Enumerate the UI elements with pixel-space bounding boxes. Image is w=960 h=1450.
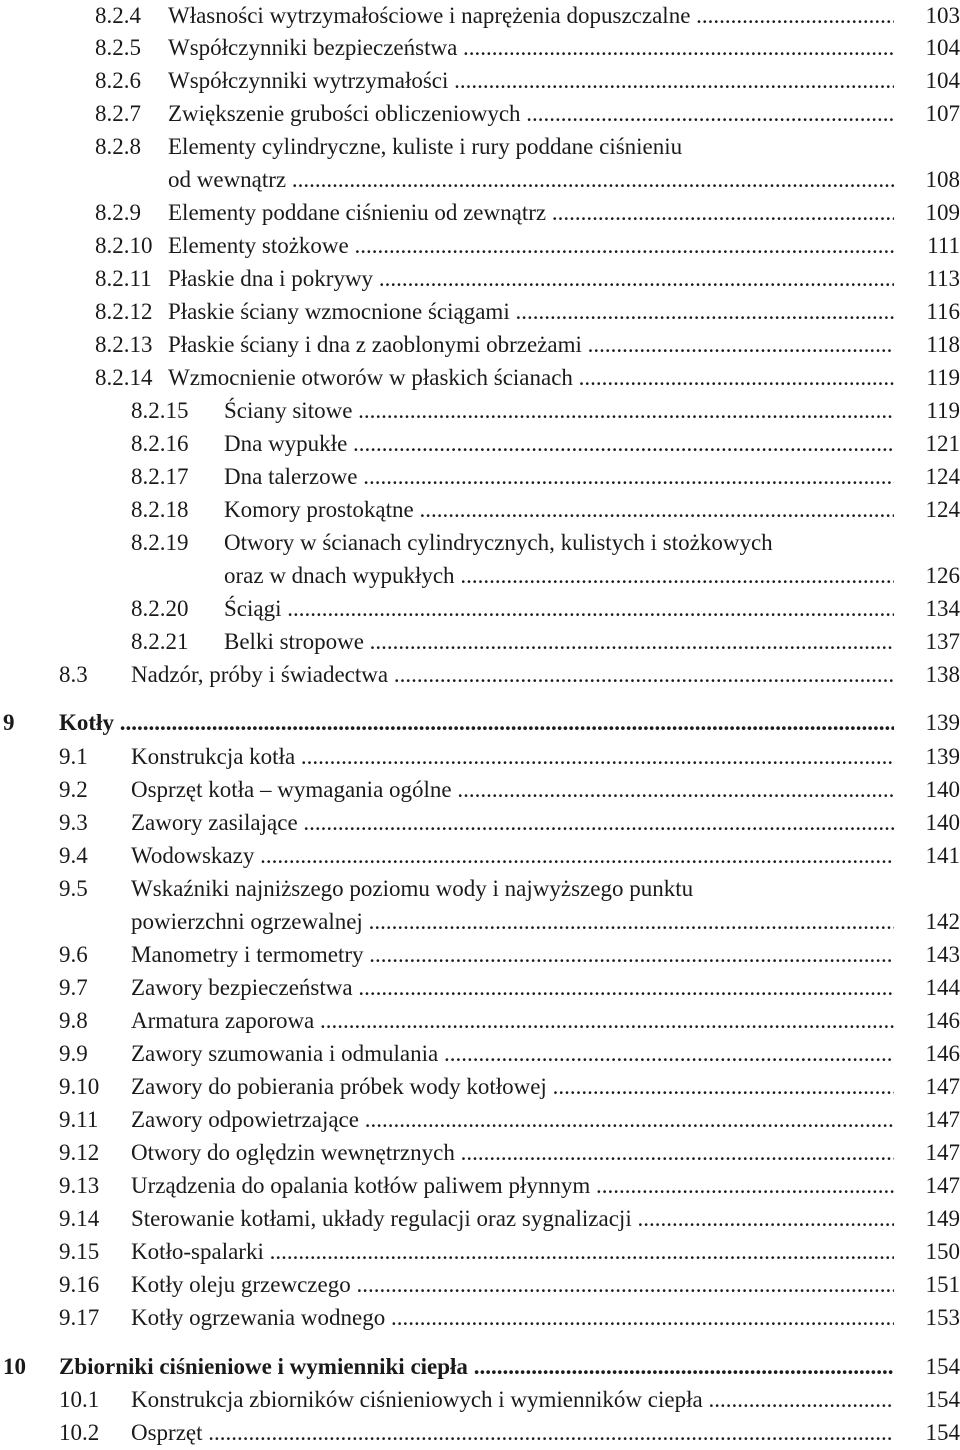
entry-title: Ściągi ..... [224,593,894,625]
toc-entry[interactable] [0,1384,960,1416]
toc-entry[interactable] [0,1269,960,1301]
entry-title: Osprzęt kotła – wymagania ogólne ..... [131,774,894,806]
entry-number: 8.2.10 [95,233,153,258]
entry-title: Armatura zaporowa ..... [131,1005,894,1037]
entry-page: 137 [925,629,960,654]
toc-entry[interactable] [0,774,960,806]
chapter-title: Kotły ..... [59,707,894,739]
toc-entry[interactable] [0,1203,960,1235]
entry-page: 146 [925,1041,960,1066]
entry-title-continuation: od wewnątrz ..... [168,164,894,196]
entry-title: Kotły oleju grzewczego ..... [131,1269,894,1301]
entry-page: 146 [925,1008,960,1033]
entry-number: 9.3 [59,810,88,835]
toc-entry[interactable] [0,593,960,625]
toc-entry-continuation[interactable] [0,906,960,938]
entry-page: 119 [926,365,960,390]
entry-number: 9.17 [59,1305,100,1330]
entry-number: 9.11 [59,1107,99,1132]
entry-title: Otwory w ścianach cylindrycznych, kulistych i stożkowych [224,530,773,555]
toc-entry[interactable] [0,296,960,328]
toc-entry[interactable] [0,1005,960,1037]
entry-number: 9.7 [59,975,88,1000]
entry-number: 9.16 [59,1272,100,1297]
toc-entry[interactable] [0,1038,960,1070]
entry-number: 8.2.13 [95,332,153,357]
entry-page: 140 [925,810,960,835]
entry-title: Nadzór, próby i świadectwa ..... [131,659,894,691]
toc-entry[interactable] [0,362,960,394]
entry-page: 124 [925,497,960,522]
toc-entry[interactable] [0,428,960,460]
toc-entry[interactable] [0,395,960,427]
entry-page: 108 [925,167,960,192]
entry-page: 147 [925,1140,960,1165]
entry-title: Zawory do pobierania próbek wody kotłowej ..... [131,1071,894,1103]
entry-number: 8.2.12 [95,299,153,324]
toc-entry[interactable] [0,65,960,97]
entry-number: 9.10 [59,1074,100,1099]
toc-entry[interactable] [0,807,960,839]
entry-title: Zwiększenie grubości obliczeniowych ..... [168,98,894,130]
entry-page: 154 [925,1420,960,1445]
entry-number: 8.2.15 [131,398,189,423]
entry-page: 149 [925,1206,960,1231]
entry-number: 10.1 [59,1387,100,1412]
chapter-number: 9 [3,710,15,735]
chapter-number: 10 [3,1354,26,1379]
entry-number: 9.5 [59,876,88,901]
entry-page: 140 [925,777,960,802]
toc-entry[interactable] [0,626,960,658]
entry-number: 8.2.14 [95,365,153,390]
entry-number: 8.2.7 [95,101,141,126]
entry-title: Zawory zasilające ..... [131,807,894,839]
entry-number: 8.2.21 [131,629,189,654]
entry-title: Współczynniki bezpieczeństwa ..... [168,32,894,64]
toc-entry[interactable] [0,741,960,773]
entry-number: 9.1 [59,744,88,769]
entry-page: 139 [925,710,960,735]
toc-entry[interactable] [0,230,960,262]
entry-title-continuation: powierzchni ogrzewalnej ..... [131,906,894,938]
entry-title: Manometry i termometry ..... [131,939,894,971]
toc-entry[interactable] [0,1071,960,1103]
entry-number: 9.6 [59,942,88,967]
entry-page: 150 [925,1239,960,1264]
entry-page: 144 [925,975,960,1000]
entry-number: 10.2 [59,1420,100,1445]
toc-entry[interactable] [0,1236,960,1268]
entry-page: 138 [925,662,960,687]
toc-entry[interactable] [0,1302,960,1334]
entry-number: 8.2.8 [95,134,141,159]
entry-number: 9.15 [59,1239,100,1264]
entry-page: 154 [925,1387,960,1412]
entry-number: 9.4 [59,843,88,868]
entry-title: Wzmocnienie otworów w płaskich ścianach ..... [168,362,894,394]
entry-title: Wodowskazy ..... [131,840,894,872]
entry-page: 109 [925,200,960,225]
entry-page: 116 [926,299,960,324]
toc-entry[interactable] [0,939,960,971]
entry-page: 147 [925,1173,960,1198]
toc-entry[interactable] [0,131,960,163]
entry-title: Płaskie ściany wzmocnione ściągami ..... [168,296,894,328]
entry-page: 113 [926,266,960,291]
entry-page: 118 [926,332,960,357]
entry-page: 104 [925,68,960,93]
toc-entry-continuation[interactable] [0,560,960,592]
entry-page: 151 [925,1272,960,1297]
entry-number: 8.2.16 [131,431,189,456]
entry-title: Otwory do oględzin wewnętrznych ..... [131,1137,894,1169]
entry-title: Elementy poddane ciśnieniu od zewnątrz ..... [168,197,894,229]
entry-number: 8.2.4 [95,3,141,28]
toc-entry[interactable] [0,197,960,229]
entry-page: 104 [925,35,960,60]
entry-number: 8.2.5 [95,35,141,60]
entry-title: Komory prostokątne ..... [224,494,894,526]
entry-page: 147 [925,1107,960,1132]
entry-number: 8.2.17 [131,464,189,489]
entry-title: Zawory szumowania i odmulania ..... [131,1038,894,1070]
entry-title: Zawory bezpieczeństwa ..... [131,972,894,1004]
entry-number: 8.2.11 [95,266,152,291]
entry-title: Płaskie dna i pokrywy ..... [168,263,894,295]
toc-entry[interactable] [0,263,960,295]
entry-title: Urządzenia do opalania kotłów paliwem płynnym ..... [131,1170,894,1202]
toc-entry[interactable] [0,0,960,32]
entry-number: 9.13 [59,1173,100,1198]
toc-entry[interactable] [0,32,960,64]
entry-number: 9.14 [59,1206,100,1231]
entry-title: Belki stropowe ..... [224,626,894,658]
entry-title: Elementy cylindryczne, kuliste i rury poddane ciśnieniu [168,134,683,159]
entry-number: 8.2.9 [95,200,141,225]
toc-chapter-entry[interactable] [0,707,960,739]
entry-page: 111 [927,233,960,258]
entry-title: Dna wypukłe ..... [224,428,894,460]
toc-entry[interactable] [0,840,960,872]
entry-page: 107 [925,101,960,126]
entry-number: 8.2.18 [131,497,189,522]
entry-page: 147 [925,1074,960,1099]
toc-entry[interactable] [0,1417,960,1449]
entry-number: 8.2.20 [131,596,189,621]
entry-page: 153 [925,1305,960,1330]
toc-entry[interactable] [0,98,960,130]
entry-number: 9.12 [59,1140,100,1165]
entry-title: Zawory odpowietrzające ..... [131,1104,894,1136]
toc-entry[interactable] [0,873,960,905]
entry-title: Elementy stożkowe ..... [168,230,894,262]
toc-chapter-entry[interactable] [0,1351,960,1383]
entry-title: Kotły ogrzewania wodnego ..... [131,1302,894,1334]
entry-title: Kotło-spalarki ..... [131,1236,894,1268]
toc-entry[interactable] [0,329,960,361]
entry-title: Dna talerzowe ..... [224,461,894,493]
entry-page: 154 [925,1354,960,1379]
entry-page: 134 [925,596,960,621]
entry-title: Płaskie ściany i dna z zaoblonymi obrzeżami ..... [168,329,894,361]
entry-title: Sterowanie kotłami, układy regulacji oraz sygnalizacji ..... [131,1203,894,1235]
entry-number: 8.2.19 [131,530,189,555]
toc-entry[interactable] [0,1137,960,1169]
entry-number: 8.2.6 [95,68,141,93]
entry-title: Wskaźniki najniższego poziomu wody i najwyższego punktu [131,876,694,901]
entry-title: Ściany sitowe ..... [224,395,894,427]
entry-page: 103 [925,3,960,28]
entry-page: 141 [925,843,960,868]
entry-number: 9.8 [59,1008,88,1033]
toc-entry[interactable] [0,972,960,1004]
entry-page: 124 [925,464,960,489]
toc-entry[interactable] [0,461,960,493]
toc-entry[interactable] [0,659,960,691]
entry-page: 139 [925,744,960,769]
toc-entry[interactable] [0,1104,960,1136]
toc-entry-continuation[interactable] [0,164,960,196]
entry-number: 9.2 [59,777,88,802]
entry-title: Konstrukcja kotła ..... [131,741,894,773]
entry-number: 8.3 [59,662,88,687]
entry-title: Konstrukcja zbiorników ciśnieniowych i wymienników ciepła ..... [131,1384,894,1416]
entry-page: 143 [925,942,960,967]
toc-entry[interactable] [0,494,960,526]
entry-page: 142 [925,909,960,934]
entry-title-continuation: oraz w dnach wypukłych ..... [224,560,894,592]
toc-entry[interactable] [0,527,960,559]
entry-page: 126 [925,563,960,588]
entry-page: 119 [926,398,960,423]
entry-title: Osprzęt ..... [131,1417,894,1449]
toc-entry[interactable] [0,1170,960,1202]
entry-title: Współczynniki wytrzymałości ..... [168,65,894,97]
entry-title: Własności wytrzymałościowe i naprężenia dopuszczalne ..... [168,0,894,32]
chapter-title: Zbiorniki ciśnieniowe i wymienniki ciepła ..... [59,1351,894,1383]
entry-page: 121 [925,431,960,456]
entry-number: 9.9 [59,1041,88,1066]
